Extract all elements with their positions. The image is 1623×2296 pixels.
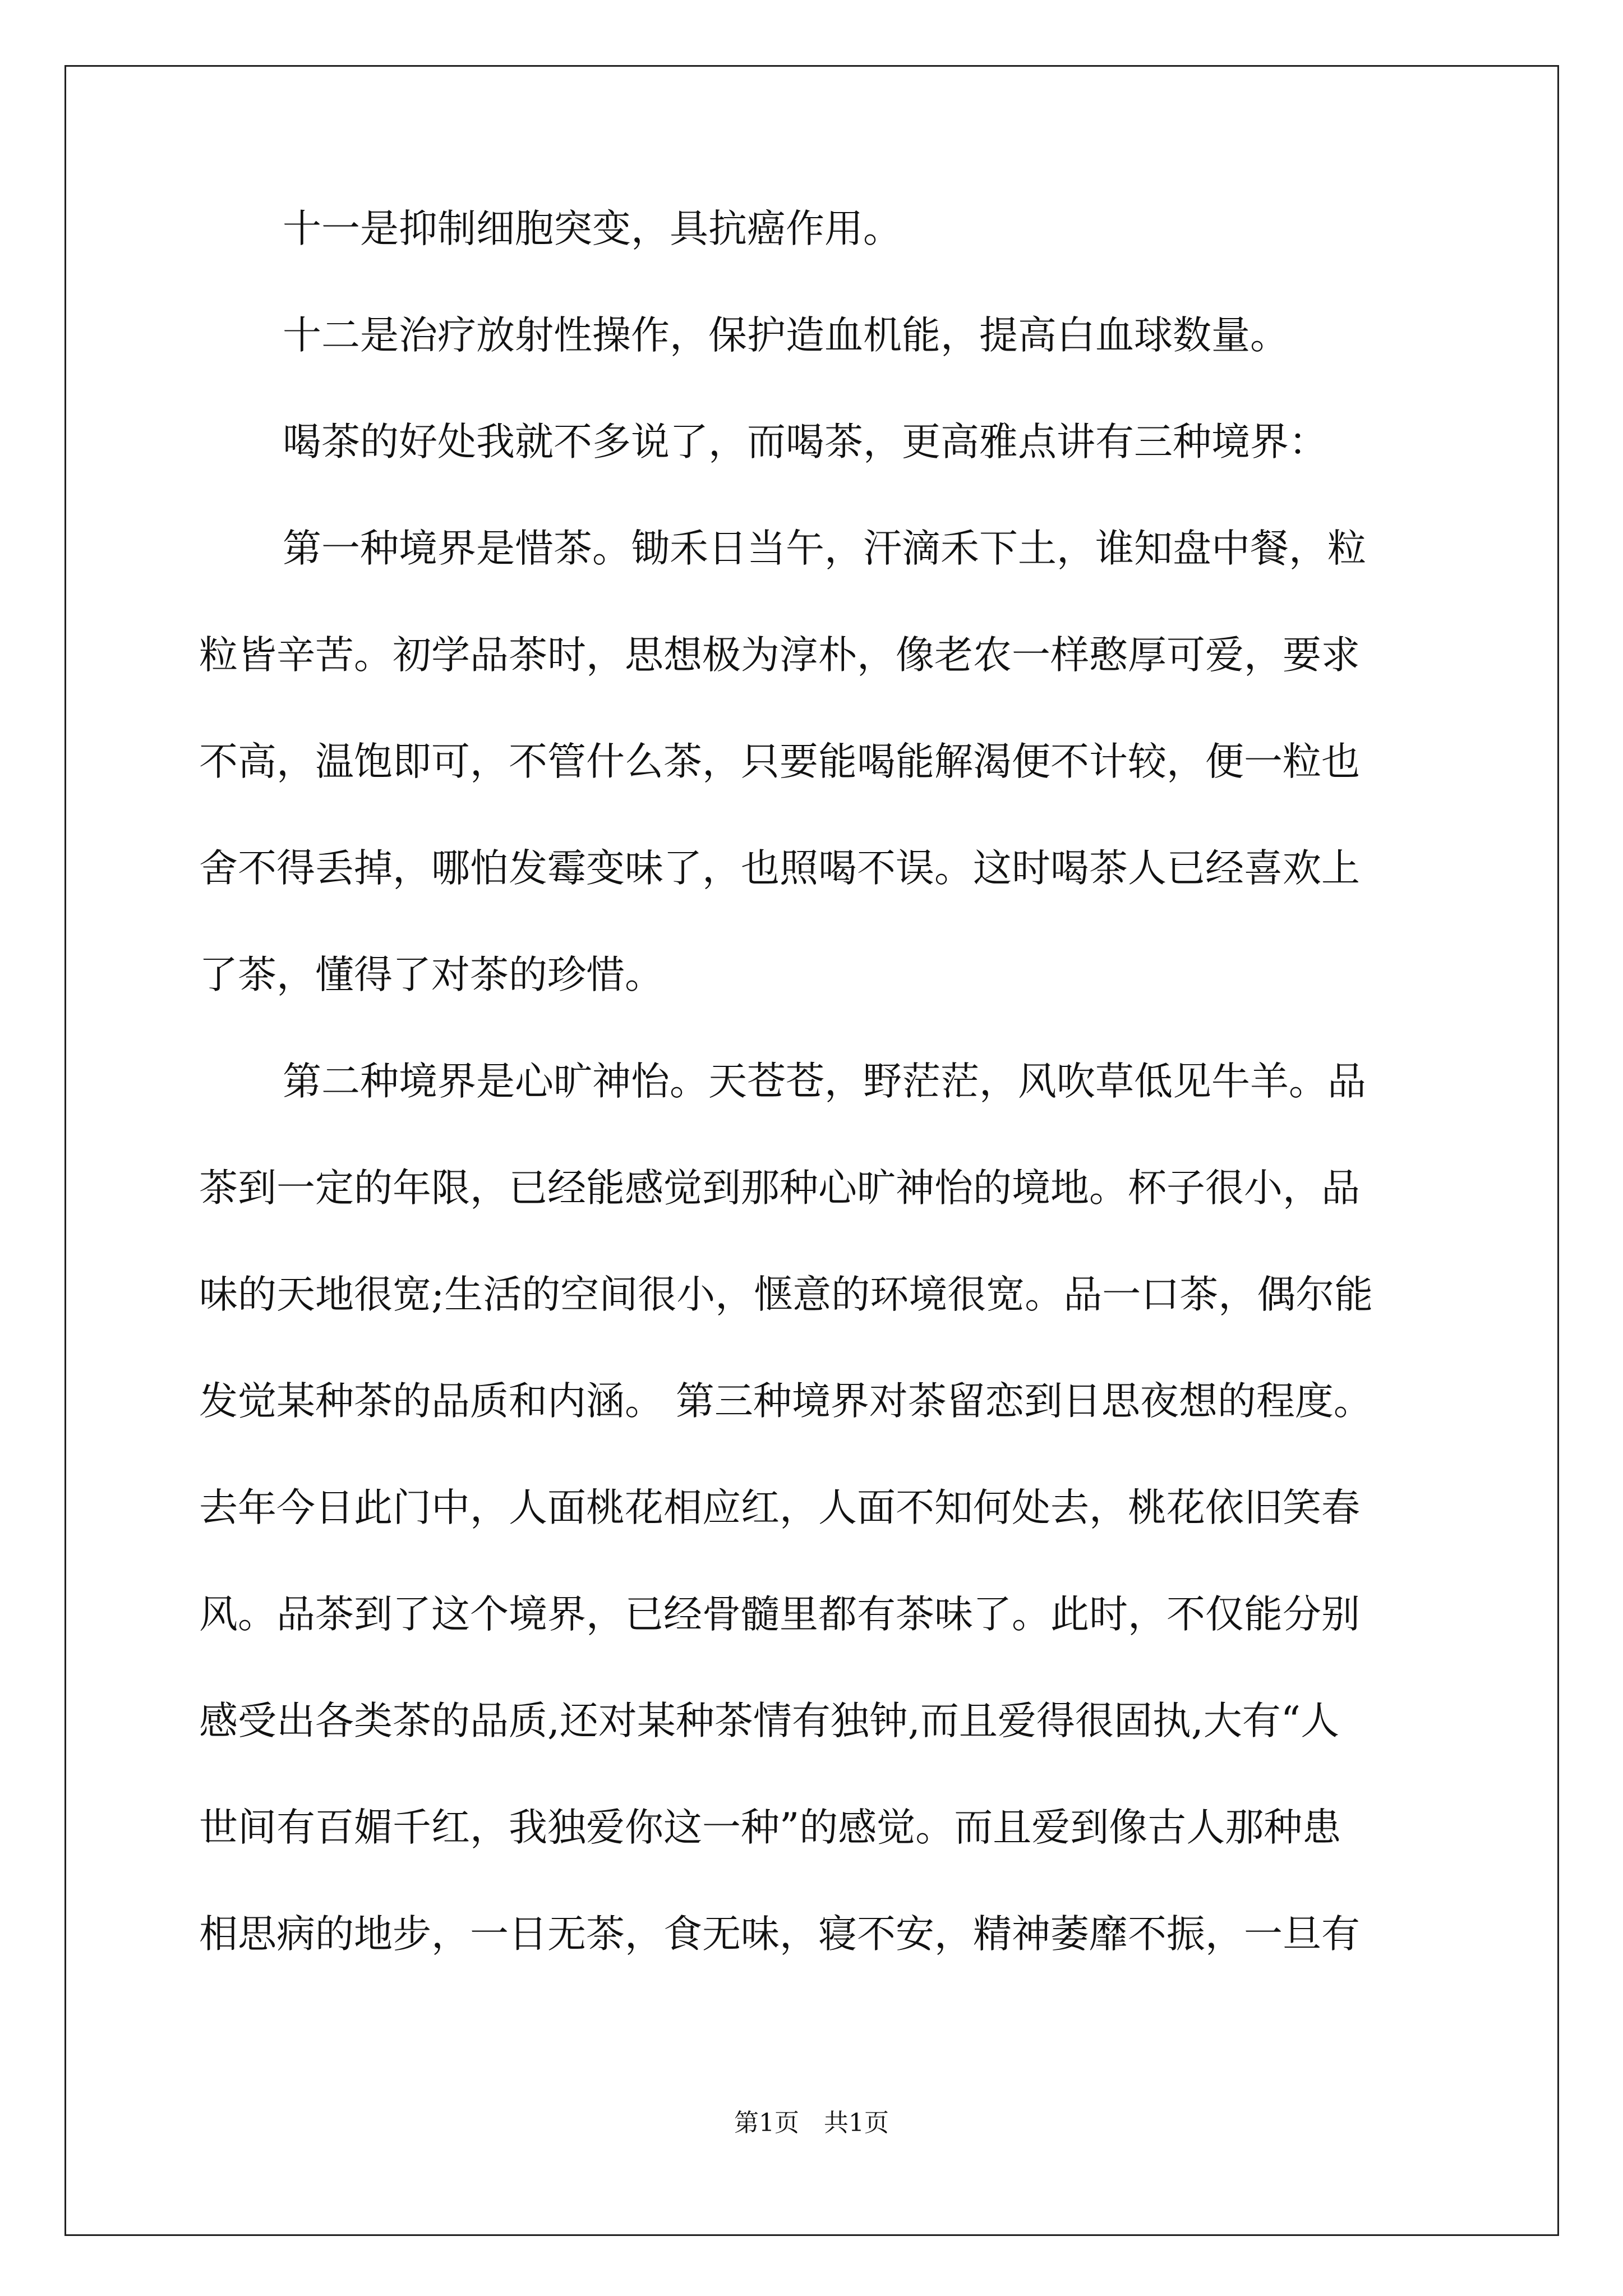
text-line: 不高，温饱即可，不管什么茶，只要能喝能解渴便不计较，便一粒也	[199, 739, 1360, 784]
text-line: 喝茶的好处我就不多说了，而喝茶，更高雅点讲有三种境界：	[283, 420, 1327, 464]
text-line: 茶到一定的年限，已经能感觉到那种心旷神怡的境地。杯子很小，品	[199, 1166, 1360, 1211]
text-line: 了茶，懂得了对茶的珍惜。	[199, 953, 663, 997]
text-line: 相思病的地步，一日无茶，食无味，寝不安，精神萎靡不振，一旦有	[199, 1912, 1360, 1957]
text-line: 感受出各类茶的品质,还对某种茶情有独钟,而且爱得很固执,大有“人	[199, 1699, 1340, 1743]
text-line: 世间有百媚千红，我独爱你这一种”的感觉。而且爱到像古人那种患	[199, 1805, 1341, 1850]
text-line: 粒皆辛苦。初学品茶时，思想极为淳朴，像老农一样憨厚可爱，要求	[199, 633, 1360, 678]
text-line: 第二种境界是心旷神怡。天苍苍，野茫茫，风吹草低见牛羊。品	[283, 1059, 1366, 1104]
page-number: 第1页 共1页	[734, 2109, 889, 2137]
text-line: 十一是抑制细胞突变，具抗癌作用。	[283, 206, 902, 251]
text-line: 风。品茶到了这个境界，已经骨髓里都有茶味了。此时，不仅能分别	[199, 1592, 1360, 1637]
text-line: 十二是治疗放射性操作，保护造血机能，提高白血球数量。	[283, 313, 1289, 358]
text-line: 发觉某种茶的品质和内涵。 第三种境界对茶留恋到日思夜想的程度。	[199, 1379, 1372, 1424]
text-line: 去年今日此门中，人面桃花相应红，人面不知何处去，桃花依旧笑春	[199, 1485, 1360, 1530]
text-line: 第一种境界是惜茶。锄禾日当午，汗滴禾下土，谁知盘中餐，粒	[283, 526, 1366, 571]
text-line: 舍不得丢掉，哪怕发霉变味了，也照喝不误。这时喝茶人已经喜欢上	[199, 846, 1360, 891]
text-line: 味的天地很宽;生活的空间很小，惬意的环境很宽。品一口茶，偶尔能	[199, 1272, 1373, 1317]
